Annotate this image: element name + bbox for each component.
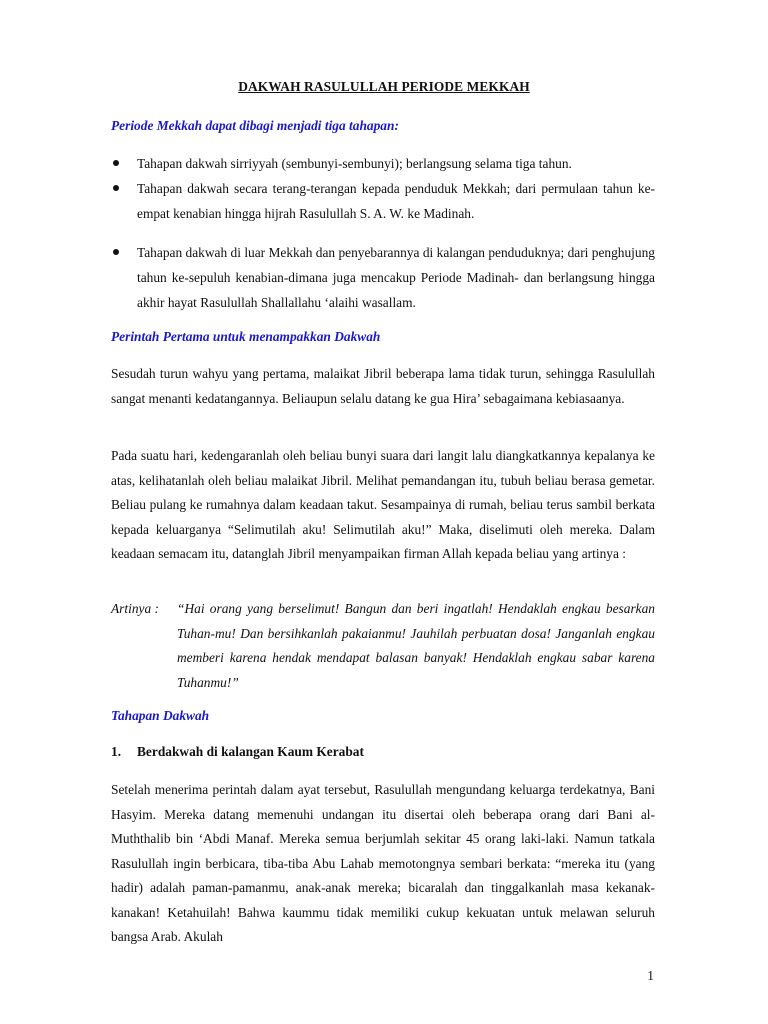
page-number: 1 [647, 968, 654, 983]
bullet-text: Tahapan dakwah sirriyyah (sembunyi-sembunyi); berlangsung selama tiga tahun. [137, 156, 572, 171]
paragraph-wahyu: Sesudah turun wahyu yang pertama, malaikat Jibril beberapa lama tidak turun, sehingga Rasulullah sangat menanti kedatangannya. Beliaupun selalu datang ke gua Hira’ sebagaimana kebiasaanya. [111, 366, 655, 406]
bullet-dot-icon [113, 160, 119, 166]
section-heading-perintah: Perintah Pertama untuk menampakkan Dakwah [111, 329, 381, 344]
quote-block [111, 597, 655, 697]
section-heading-periode: Periode Mekkah dapat dibagi menjadi tiga tahapan: [111, 118, 399, 133]
bullet-item [111, 240, 655, 315]
bullet-item [111, 151, 655, 176]
subheading-kaum-kerabat [111, 744, 364, 760]
bullet-item [111, 176, 655, 226]
paragraph-jibril: Pada suatu hari, kedengaranlah oleh beliau bunyi suara dari langit lalu diangkatkannya kepalanya ke atas, kelihatanlah oleh beliau malaikat Jibril. Melihat pemandangan itu, tubuh beliau berasa gemetar. Beliau pulang ke rumahnya dalam keadaan takut. Sesampainya di rumah, beliau terus sambil berkata kepada keluarganya “Selimutilah aku! Selimutilah aku!” Maka, diselimuti oleh mereka. Dalam keadaan semacam itu, datanglah Jibril menyampaikan firman Allah kepada beliau yang artinya : [111, 448, 655, 561]
subheading-number: 1. [111, 744, 122, 759]
paragraph-kaum-kerabat: Setelah menerima perintah dalam ayat tersebut, Rasulullah mengundang keluarga terdekatnya, Bani Hasyim. Mereka datang memenuhi undangan itu disertai oleh beberapa orang dari Bani al-Muththalib bin ‘Abdi Manaf. Mereka semua berjumlah sekitar 45 orang laki-laki. Namun tatkala Rasulullah ingin berbicara, tiba-tiba Abu Lahab memotongnya sembari berkata: “mereka itu (yang hadir) adalah paman-pamanmu, anak-anak mereka; bicaralah dan tinggalkanlah masa kekanak-kanakan! Ketahuilah! Bahwa kaummu tidak memiliki cukup kekuatan untuk melawan seluruh bangsa Arab. Akulah [111, 782, 655, 944]
section-heading-tahapan: Tahapan Dakwah [111, 708, 210, 723]
bullet-text: Tahapan dakwah secara terang-terangan kepada penduduk Mekkah; dari permulaan tahun ke-empat kenabian hingga hijrah Rasulullah S. A. W. ke Madinah. [137, 181, 655, 221]
bullet-dot-icon [113, 185, 119, 191]
quote-text: “Hai orang yang berselimut! Bangun dan beri ingatlah! Hendaklah engkau besarkan Tuhan-mu! Dan bersihkanlah pakaianmu! Jauhilah perbuatan dosa! Janganlah engkau memberi karena hendak mendapat balasan banyak! Hendaklah engkau sabar karena Tuhanmu!” [177, 601, 655, 690]
bullet-dot-icon [113, 249, 119, 255]
subheading-text: Berdakwah di kalangan Kaum Kerabat [137, 744, 364, 759]
stage-bullet-list [111, 151, 655, 315]
bullet-text: Tahapan dakwah di luar Mekkah dan penyebarannya di kalangan penduduknya; dari penghujung tahun ke-sepuluh kenabian-dimana juga mencakup Periode Madinah- dan berlangsung hingga akhir hayat Rasulullah Shallallahu ‘alaihi wasallam. [137, 245, 655, 310]
document-title: DAKWAH RASULULLAH PERIODE MEKKAH [238, 79, 530, 94]
quote-label: Artinya : [111, 601, 159, 616]
